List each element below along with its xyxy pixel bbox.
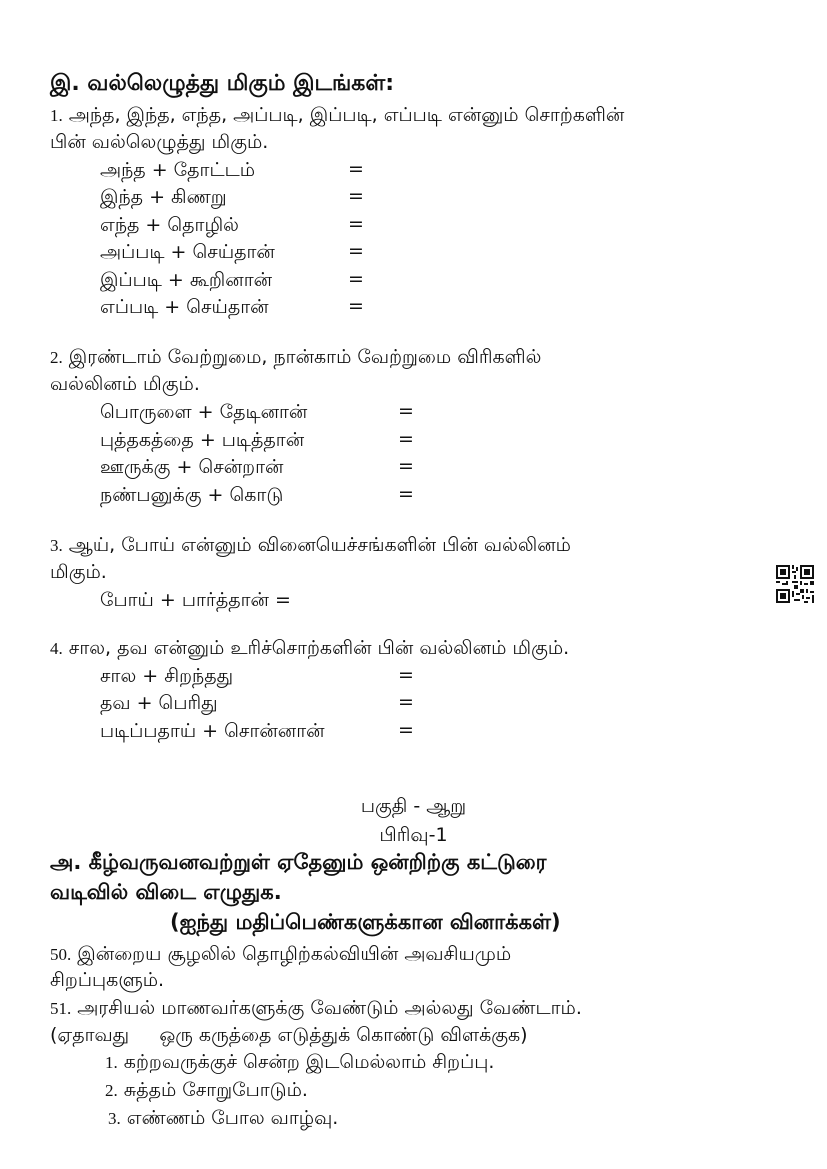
rule1-text-line1: அந்த, இந்த, எந்த, அப்படி, இப்படி, எப்படி என்னும் சொற்களின் <box>68 104 625 126</box>
rule1-item-5-eq: = <box>348 268 364 290</box>
proverb-2 <box>105 1078 308 1103</box>
rule4-text-line1: சால, தவ என்னும் உரிச்சொற்களின் பின் வல்லினம் மிகும். <box>68 637 570 659</box>
question-50-number: 50. <box>50 945 72 964</box>
question-50-text-line2: சிறப்புகளும். <box>50 969 165 991</box>
rule3-number: 3. <box>50 536 63 555</box>
rule2-item-3: ஊருக்கு + சென்றான் <box>100 456 284 478</box>
proverb-1-number: 1. <box>105 1053 118 1072</box>
proverb-3 <box>108 1106 338 1131</box>
qr-code-icon <box>776 565 814 603</box>
rule2-text-line2: வல்லினம் மிகும். <box>50 373 200 395</box>
rule1-number: 1. <box>50 106 63 125</box>
proverb-3-number: 3. <box>108 1109 121 1128</box>
rule2-line1 <box>50 345 541 370</box>
rule2-item-4: நண்பனுக்கு + கொடு <box>100 484 284 506</box>
rule2-item-4-eq: = <box>398 483 414 505</box>
rule1-item-2: இந்த + கிணறு <box>100 186 227 208</box>
question-50-text-line1: இன்றைய சூழலில் தொழிற்கல்வியின் அவசியமும் <box>77 943 512 965</box>
rule1-item-3: எந்த + தொழில் <box>100 214 239 236</box>
proverb-2-text: சுத்தம் சோறுபோடும். <box>123 1079 308 1101</box>
proverb-1-text: கற்றவருக்குச் சென்ற இடமெல்லாம் சிறப்பு. <box>123 1051 495 1073</box>
question-51-line1 <box>50 996 582 1021</box>
rule1-item-5: இப்படி + கூறினான் <box>100 269 273 291</box>
rule4-item-3: படிப்பதாய் + சொன்னான் <box>100 720 325 742</box>
rule1-line1 <box>50 103 624 128</box>
rule3-text-line2: மிகும். <box>50 561 107 583</box>
marks-note: (ஐந்து மதிப்பெண்களுக்கான வினாக்கள்) <box>170 910 561 934</box>
rule3-line1 <box>50 533 571 558</box>
instruction-line2: வடிவில் விடை எழுதுக. <box>50 880 282 904</box>
rule2-item-2: புத்தகத்தை + படித்தான் <box>100 429 305 451</box>
instruction-line1: அ. கீழ்வருவனவற்றுள் ஏதேனும் ஒன்றிற்கு கட்டுரை <box>50 850 547 874</box>
rule1-text-line2: பின் வல்லெழுத்து மிகும். <box>50 131 269 153</box>
rule3-text-line1: ஆய், போய் என்னும் வினையெச்சங்களின் பின் வல்லினம் <box>68 534 571 556</box>
rule4-item-1: சால + சிறந்தது <box>100 665 234 687</box>
proverb-3-text: எண்ணம் போல வாழ்வு. <box>126 1107 339 1129</box>
rule1-item-1: அந்த + தோட்டம் <box>100 159 256 181</box>
rule2-number: 2. <box>50 348 63 367</box>
rule2-item-3-eq: = <box>398 455 414 477</box>
rule2-item-1-eq: = <box>398 400 414 422</box>
part-title: பகுதி - ஆறு <box>360 795 467 817</box>
rule4-item-3-eq: = <box>398 719 414 741</box>
rule3-item-1: போய் + பார்த்தான் = <box>100 589 291 611</box>
rule4-item-2-eq: = <box>398 691 414 713</box>
rule2-text-line1: இரண்டாம் வேற்றுமை, நான்காம் வேற்றுமை விரிகளில் <box>68 346 542 368</box>
question-51-text-line2: (ஏதாவது ஒரு கருத்தை எடுத்துக் கொண்டு விளக்குக) <box>50 1024 528 1046</box>
rule4-line1 <box>50 636 569 661</box>
question-51-text-line1: அரசியல் மாணவர்களுக்கு வேண்டும் அல்லது வேண்டாம். <box>77 997 582 1019</box>
rule1-item-2-eq: = <box>348 185 364 207</box>
rule1-item-4-eq: = <box>348 240 364 262</box>
rule1-item-6-eq: = <box>348 295 364 317</box>
rule1-item-6: எப்படி + செய்தான் <box>100 296 269 318</box>
question-50-line1 <box>50 942 511 967</box>
section-heading: இ. வல்லெழுத்து மிகும் இடங்கள்: <box>50 71 395 96</box>
rule2-item-1: பொருளை + தேடினான் <box>100 401 308 423</box>
question-51-number: 51. <box>50 999 72 1018</box>
rule4-number: 4. <box>50 639 63 658</box>
rule1-item-4: அப்படி + செய்தான் <box>100 241 275 263</box>
rule1-item-1-eq: = <box>348 158 364 180</box>
rule4-item-2: தவ + பெரிது <box>100 692 218 714</box>
rule4-item-1-eq: = <box>398 664 414 686</box>
proverb-2-number: 2. <box>105 1081 118 1100</box>
rule2-item-2-eq: = <box>398 428 414 450</box>
rule1-item-3-eq: = <box>348 213 364 235</box>
division-title: பிரிவு-1 <box>379 824 448 846</box>
proverb-1 <box>105 1050 494 1075</box>
